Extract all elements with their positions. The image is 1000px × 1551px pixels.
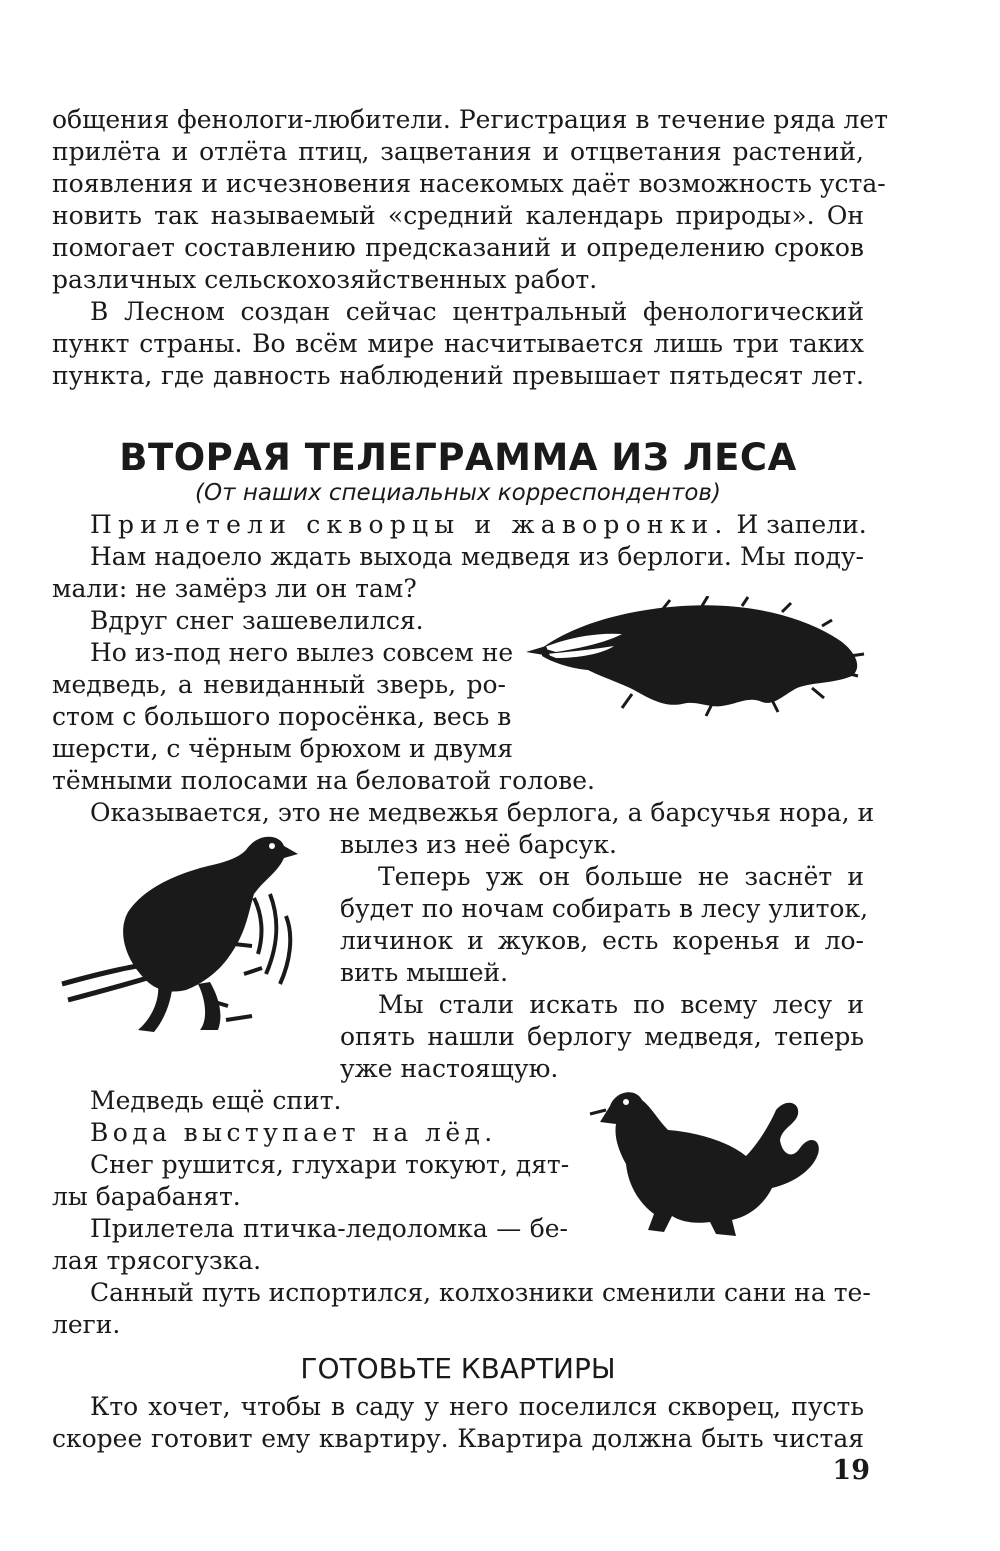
spaced-phrase: Прилетели скворцы и жаворонки. — [90, 510, 729, 539]
badger-illustration — [512, 596, 872, 720]
intro-line: В Лесном создан сейчас центральный фенологический — [90, 297, 864, 326]
telegram-line: Вода выступает на лёд. — [90, 1118, 497, 1147]
section-title: ГОТОВЬТЕ КВАРТИРЫ — [300, 1352, 616, 1385]
telegram-line: тёмными полосами на беловатой голове. — [52, 766, 595, 795]
grouse-illustration — [58, 824, 322, 1052]
telegram-line: Но из-под него вылез совсем не — [90, 638, 514, 667]
capercaillie-illustration — [586, 1084, 836, 1240]
telegram-line: мали: не замёрз ли он там? — [52, 574, 417, 603]
telegram-line: Снег рушится, глухари токуют, дят- — [90, 1150, 570, 1179]
intro-line: пункт страны. Во всём мире насчитывается лишь три таких — [52, 329, 864, 358]
telegram-line: стом с большого поросёнка, весь в — [52, 702, 512, 731]
telegram-line: Оказывается, это не медвежья берлога, а барсучья нора, и — [90, 798, 875, 827]
telegram-line: Нам надоело ждать выхода медведя из берлоги. Мы поду- — [90, 542, 864, 571]
intro-line: помогает составлению предсказаний и определению сроков — [52, 233, 864, 262]
telegram-line: Теперь уж он больше не заснёт и — [378, 862, 864, 891]
intro-line: пункта, где давность наблюдений превышает пятьдесят лет. — [52, 361, 864, 390]
intro-line: различных сельскохозяйственных работ. — [52, 265, 598, 294]
section-subtitle: (От наших специальных корреспондентов) — [195, 480, 721, 506]
telegram-line: уже настоящую. — [340, 1054, 559, 1083]
telegram-line — [90, 509, 867, 541]
intro-line: прилёта и отлёта птиц, зацветания и отцветания растений, — [52, 137, 864, 166]
telegram-line: вить мышей. — [340, 958, 509, 987]
page-number: 19 — [832, 1455, 870, 1486]
telegram-line: Медведь ещё спит. — [90, 1086, 342, 1115]
telegram-line: Вдруг снег зашевелился. — [90, 606, 424, 635]
intro-line: появления и исчезновения насекомых даёт возможность уста- — [52, 169, 886, 198]
telegram-line: опять нашли берлогу медведя, теперь — [340, 1022, 864, 1051]
telegram-line: леги. — [52, 1310, 121, 1339]
telegram-line: вылез из неё барсук. — [340, 830, 617, 859]
telegram-line: медведь, а невиданный зверь, ро- — [52, 670, 506, 699]
quarters-line: скорее готовит ему квартиру. Квартира должна быть чистая — [52, 1424, 864, 1453]
telegram-line: шерсти, с чёрным брюхом и двумя — [52, 734, 514, 763]
telegram-line: личинок и жуков, есть коренья и ло- — [340, 926, 864, 955]
telegram-line: будет по ночам собирать в лесу улиток, — [340, 894, 869, 923]
intro-line: новить так называемый «средний календарь природы». Он — [52, 201, 864, 230]
telegram-line: лы барабанят. — [52, 1182, 241, 1211]
telegram-text: И запели. — [728, 510, 867, 539]
telegram-line: Мы стали искать по всему лесу и — [378, 990, 864, 1019]
quarters-line: Кто хочет, чтобы в саду у него поселился скворец, пусть — [90, 1392, 864, 1421]
telegram-line: Прилетела птичка-ледоломка — бе- — [90, 1214, 568, 1243]
telegram-line: Санный путь испортился, колхозники сменили сани на те- — [90, 1278, 871, 1307]
section-title: ВТОРАЯ ТЕЛЕГРАММА ИЗ ЛЕСА — [119, 436, 797, 479]
intro-line: общения фенологи-любители. Регистрация в течение ряда лет — [52, 105, 888, 134]
telegram-line: лая трясогузка. — [52, 1246, 262, 1275]
